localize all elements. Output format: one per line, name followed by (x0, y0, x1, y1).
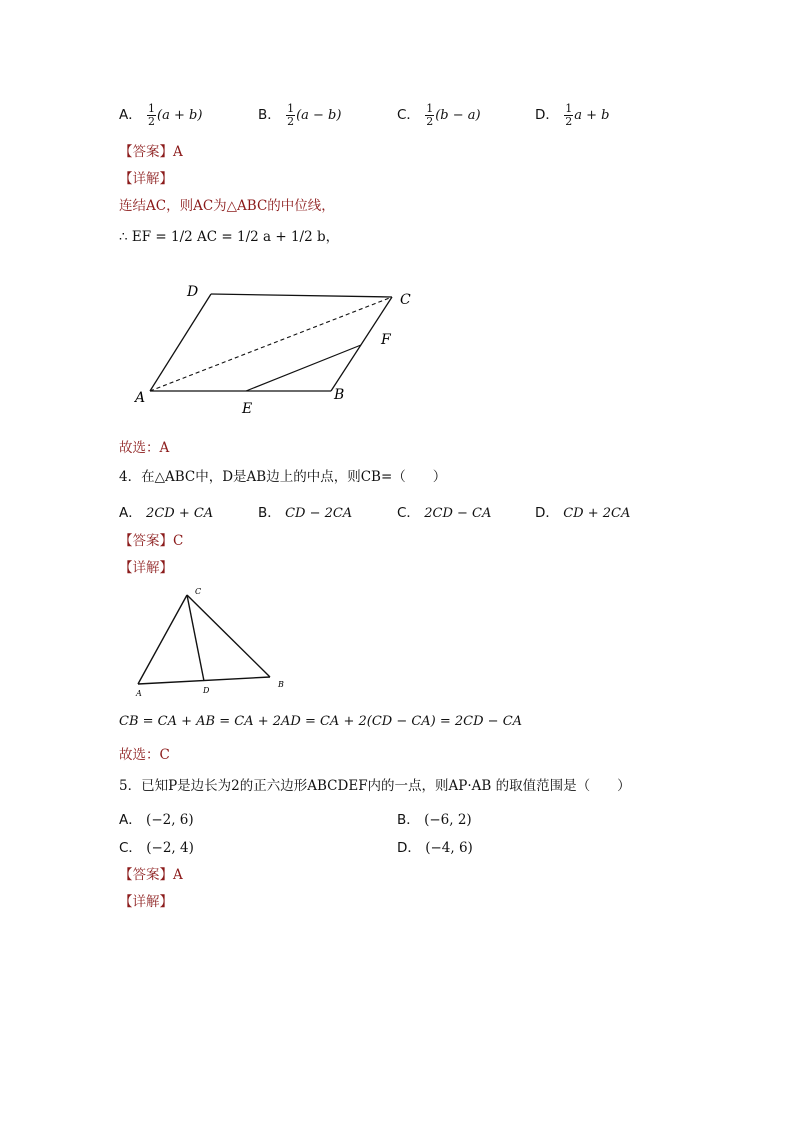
q5-option-a: A． (−2, 6) (119, 812, 194, 828)
q3-detail-heading: 【详解】 (119, 171, 173, 187)
q3-label-C: C (400, 292, 411, 308)
q4-label-D: D (203, 686, 210, 695)
q3-option-b: B． $\frac{1}{2}$ (a − b) (258, 102, 342, 128)
q3-explanation-line2: ∴ EF = 1/2 AC = 1/2 a + 1/2 b， (119, 229, 340, 245)
q3-label-D: D (187, 284, 199, 300)
q3-explanation-line1: 连结AC，则AC为△ABC的中位线， (119, 198, 335, 214)
q5-option-b: B． (−6, 2) (397, 812, 472, 828)
q3-label-A: A (135, 390, 146, 406)
q4-label-A: A (136, 689, 142, 698)
q5-option-d: D． (−4, 6) (397, 840, 473, 856)
q4-option-c: C． 2CD − CA (397, 505, 492, 521)
q4-label-B: B (278, 680, 284, 689)
q5-answer: 【答案】A (119, 867, 183, 883)
q4-option-a: A． 2CD + CA (119, 505, 214, 521)
q3-answer: 【答案】A (119, 144, 183, 160)
q3-parallelogram-figure (125, 278, 425, 423)
q3-option-a: A． $\frac{1}{2}$ (a + b) (119, 102, 203, 128)
q5-option-c: C． (−2, 4) (119, 840, 194, 856)
q3-option-d: D． $\frac{1}{2}$ a + b (535, 102, 610, 128)
q4-choice: 故选：C (119, 747, 170, 763)
q3-option-c: C． $\frac{1}{2}$ (b − a) (397, 102, 481, 128)
q4-stem: 4．在△ABC中，D是AB边上的中点，则CB=（ ） (119, 469, 447, 485)
q3-label-F: F (381, 332, 391, 348)
q4-label-C: C (195, 587, 202, 596)
q4-option-b: B． CD − 2CA (258, 505, 353, 521)
q4-triangle-figure (130, 585, 300, 700)
q4-derivation: CB = CA + AB = CA + 2AD = CA + 2(CD − CA) = 2CD − CA (119, 714, 523, 729)
q4-detail-heading: 【详解】 (119, 560, 173, 576)
q3-choice: 故选：A (119, 440, 170, 456)
q3-label-B: B (334, 387, 345, 403)
q5-stem: 5．已知P是边长为2的正六边形ABCDEF内的一点，则AP·AB 的取值范围是（ ） (119, 778, 631, 794)
q5-detail-heading: 【详解】 (119, 894, 173, 910)
q4-option-d: D． CD + 2CA (535, 505, 631, 521)
q3-label-E: E (242, 401, 253, 417)
q4-answer: 【答案】C (119, 533, 184, 549)
